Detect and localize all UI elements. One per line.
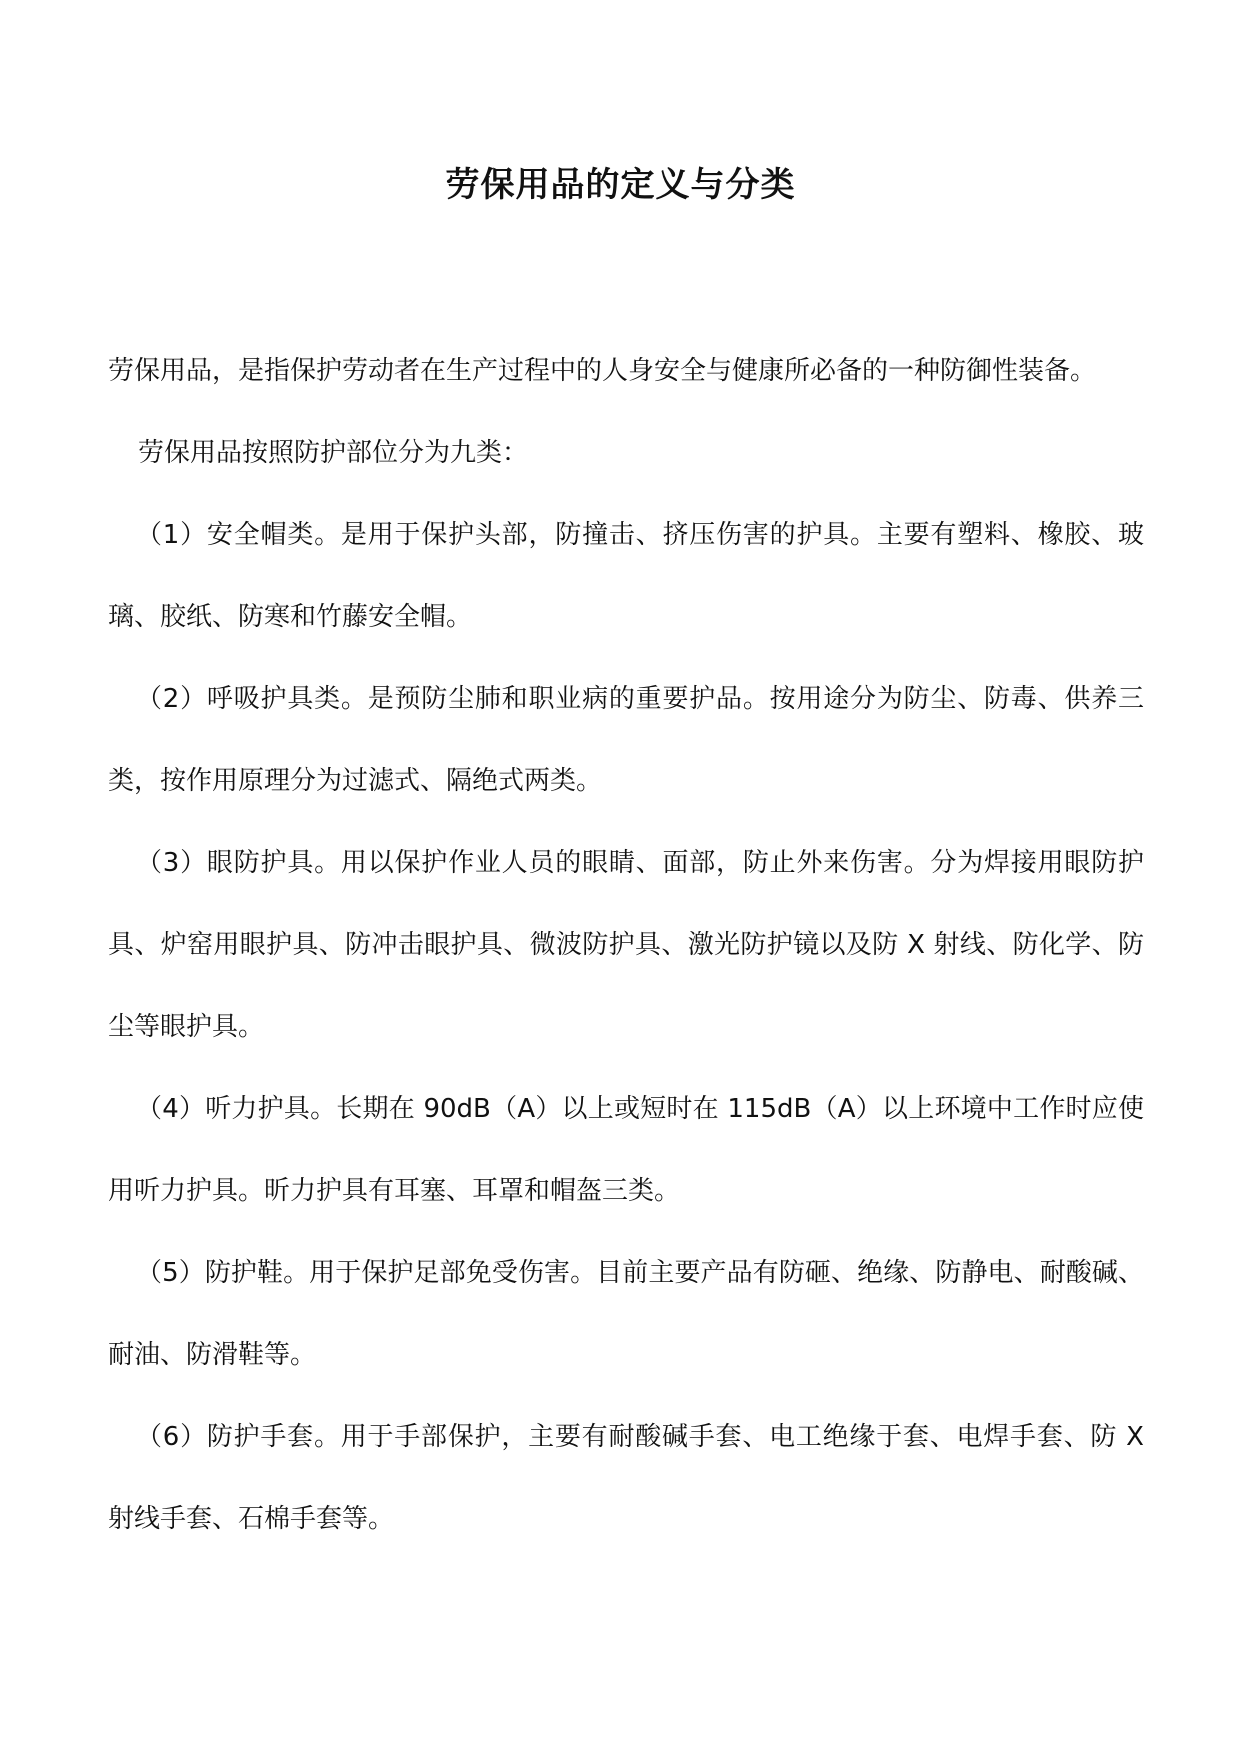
paragraph-definition: 劳保用品，是指保护劳动者在生产过程中的人身安全与健康所必备的一种防御性装备。 (108, 356, 1097, 386)
paragraph-categories-intro: 劳保用品按照防护部位分为九类： (138, 438, 529, 468)
document-title: 劳保用品的定义与分类 (445, 165, 796, 205)
paragraph-item-1: （1）安全帽类。是用于保护头部，防撞击、挤压伤害的护具。主要有塑料、橡胶、玻璃、胶纸、防寒和竹藤安全帽。 (108, 520, 1144, 632)
paragraph-item-6: （6）防护手套。用于手部保护，主要有耐酸碱手套、电工绝缘于套、电焊手套、防 X 射线手套、石棉手套等。 (108, 1422, 1144, 1534)
paragraph-item-4: （4）听力护具。长期在 90dB（A）以上或短时在 115dB（A）以上环境中工作时应使用听力护具。昕力护具有耳塞、耳罩和帽盔三类。 (108, 1094, 1144, 1206)
paragraph-item-3: （3）眼防护具。用以保护作业人员的眼睛、面部，防止外来伤害。分为焊接用眼防护具、炉窑用眼护具、防冲击眼护具、微波防护具、激光防护镜以及防 X 射线、防化学、防尘等眼护具。 (108, 848, 1144, 1042)
paragraph-item-2: （2）呼吸护具类。是预防尘肺和职业病的重要护品。按用途分为防尘、防毒、供养三类，按作用原理分为过滤式、隔绝式两类。 (108, 684, 1144, 796)
document-body (108, 330, 1144, 1560)
paragraph-item-5: （5）防护鞋。用于保护足部免受伤害。目前主要产品有防砸、绝缘、防静电、耐酸碱、耐油、防滑鞋等。 (108, 1258, 1144, 1370)
